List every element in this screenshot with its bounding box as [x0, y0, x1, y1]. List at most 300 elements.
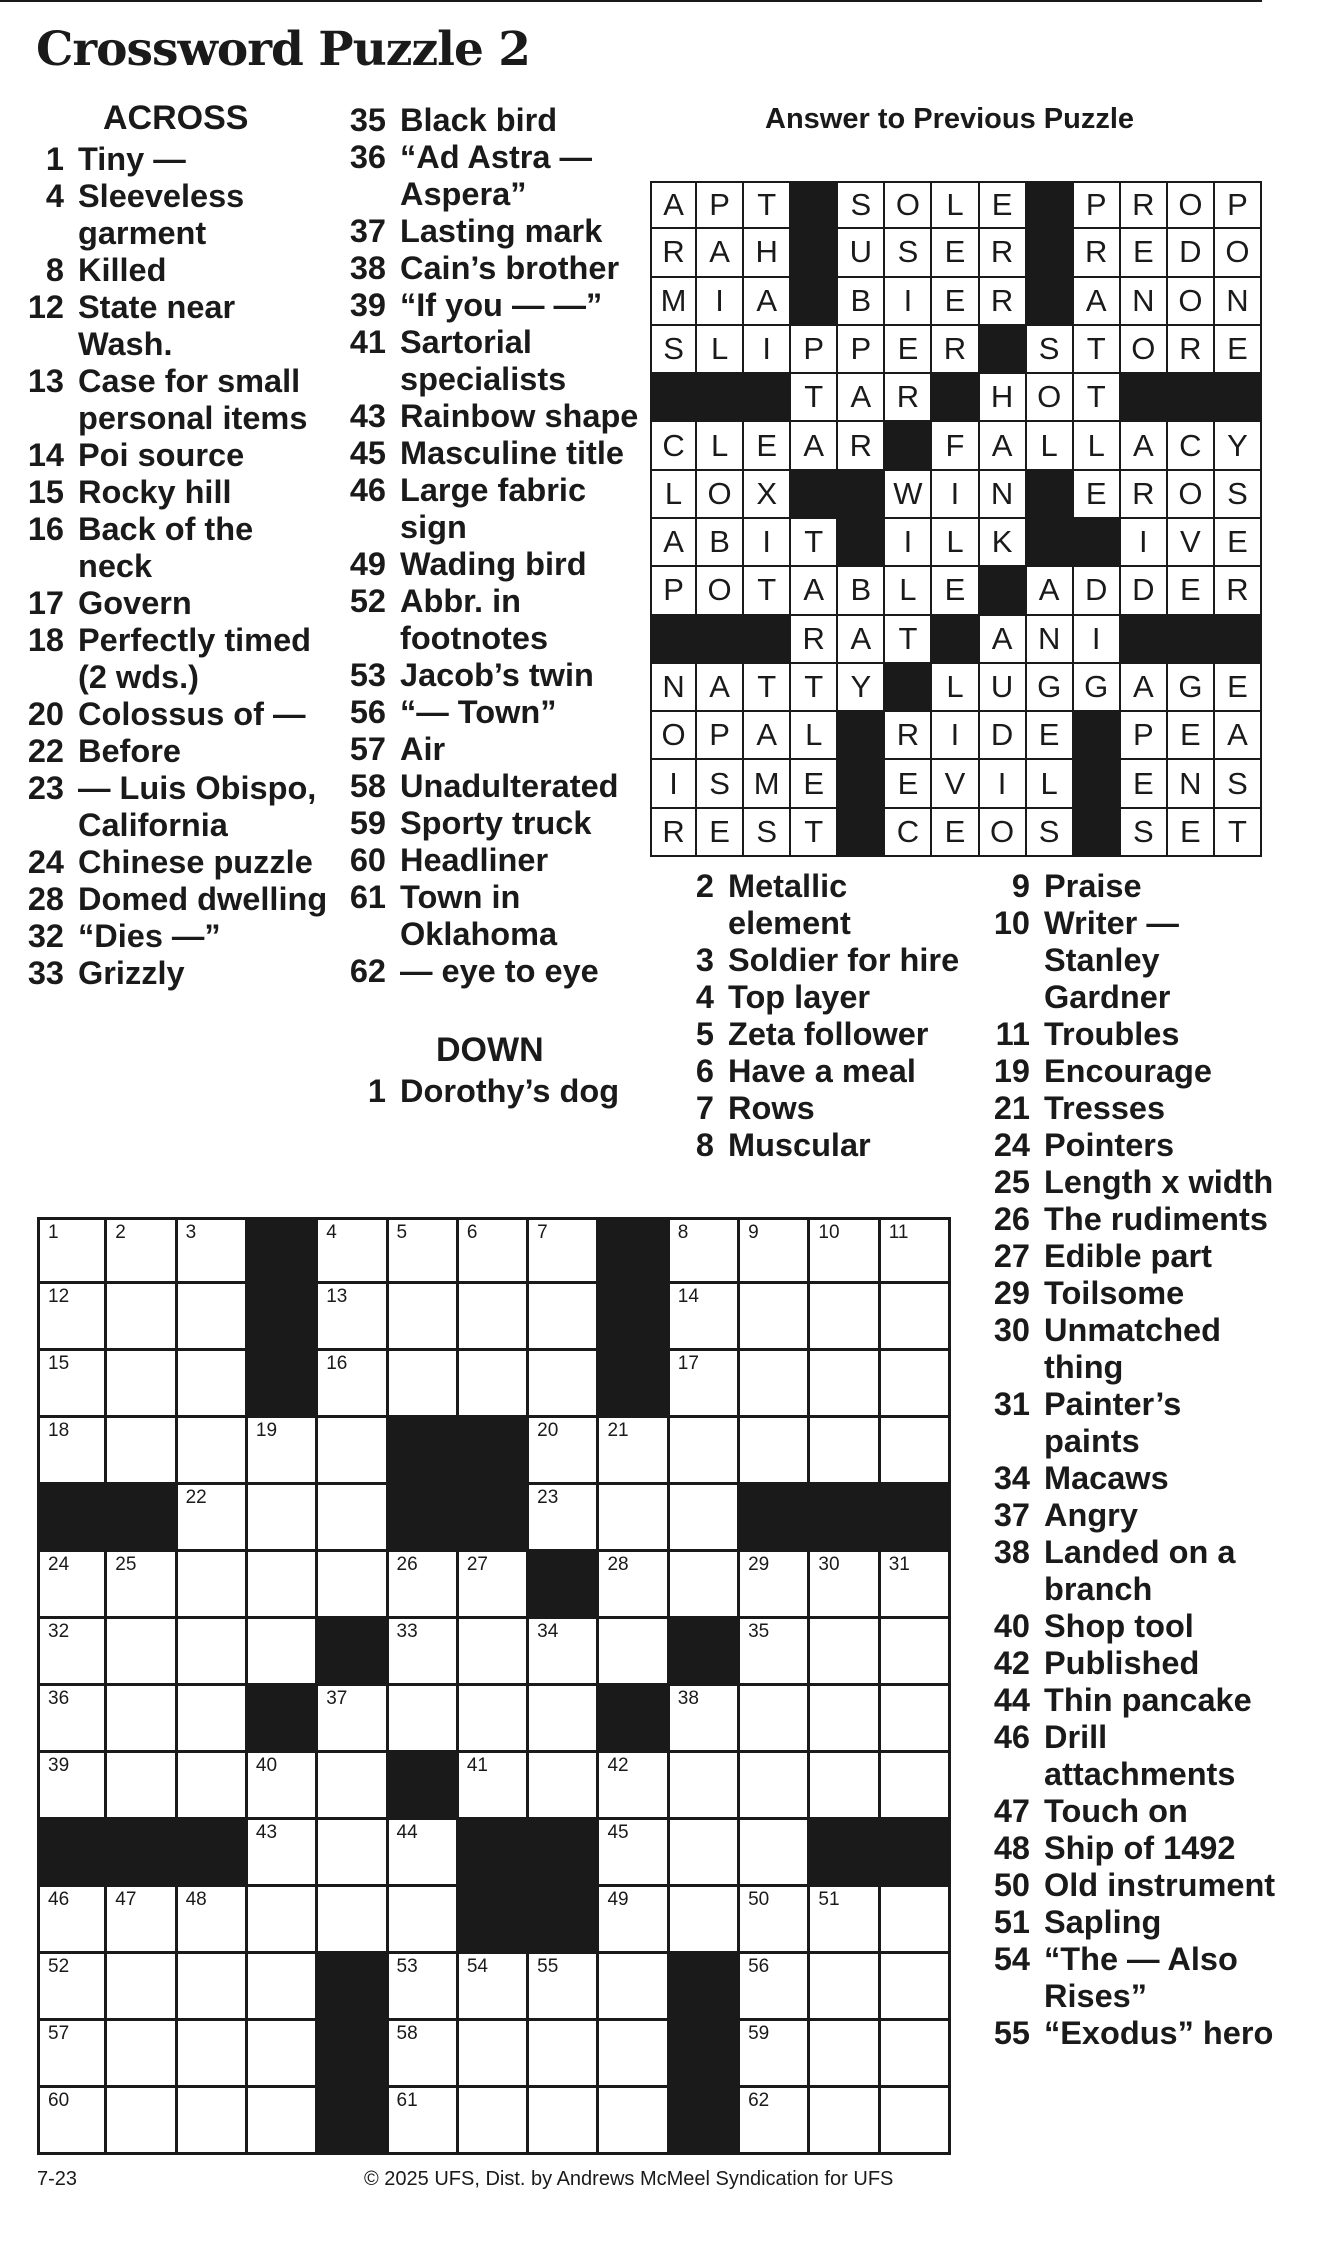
- clue-text: Sapling: [1044, 1904, 1162, 1940]
- clue-number: 16: [27, 511, 64, 548]
- cell-number: 55: [537, 1956, 559, 1977]
- clue-number: 51: [993, 1904, 1030, 1940]
- answer-cell: N: [1215, 278, 1262, 326]
- answer-cell: G: [1074, 664, 1121, 712]
- cell-number: 12: [48, 1286, 70, 1307]
- clue-item: [980, 1053, 1280, 1090]
- answer-cell: P: [791, 326, 838, 374]
- answer-cell: O: [885, 181, 932, 229]
- answer-cell: R: [791, 616, 838, 664]
- clue-number: 1: [45, 141, 64, 178]
- answer-cell: N: [650, 664, 697, 712]
- answer-cell: O: [1168, 278, 1215, 326]
- clue-item: [14, 437, 334, 474]
- clue-text: Length x width: [1044, 1164, 1274, 1200]
- answer-cell: E: [744, 422, 791, 470]
- answer-cell: S: [1027, 326, 1074, 374]
- answer-cell: I: [980, 760, 1027, 808]
- answer-cell: L: [1027, 422, 1074, 470]
- clue-item: [980, 1941, 1280, 2015]
- answer-cell: E: [980, 181, 1027, 229]
- answer-cell: R: [1168, 326, 1215, 374]
- answer-cell: R: [1121, 181, 1168, 229]
- clue-item: [664, 1016, 964, 1053]
- answer-cell: E: [1168, 712, 1215, 760]
- clue-number: 26: [993, 1201, 1030, 1237]
- answer-cell: B: [838, 278, 885, 326]
- answer-cell: R: [885, 712, 932, 760]
- clue-number: 4: [695, 979, 714, 1015]
- cell-number: 14: [677, 1286, 699, 1307]
- answer-cell: T: [791, 664, 838, 712]
- clue-number: 31: [993, 1386, 1030, 1422]
- answer-cell: R: [650, 809, 697, 857]
- clue-item: [980, 1719, 1280, 1793]
- clue-number: 53: [349, 657, 386, 693]
- answer-cell: T: [791, 374, 838, 422]
- clue-item: [980, 1830, 1280, 1867]
- across-clue-list: [14, 141, 334, 992]
- answer-cell: I: [932, 712, 979, 760]
- answer-cell: N: [1027, 616, 1074, 664]
- answer-cell: X: [744, 471, 791, 519]
- down-heading: DOWN: [436, 1031, 544, 1069]
- answer-cell: L: [932, 519, 979, 567]
- clue-text: Top layer: [728, 979, 871, 1015]
- clue-number: 24: [27, 844, 64, 881]
- clue-number: 34: [993, 1460, 1030, 1496]
- answer-cell: P: [1121, 712, 1168, 760]
- clue-item: [336, 324, 648, 398]
- answer-cell: O: [1168, 181, 1215, 229]
- clue-number: 37: [993, 1497, 1030, 1533]
- answer-cell: U: [980, 664, 1027, 712]
- cell-number: 8: [677, 1222, 689, 1243]
- cell-number: 34: [537, 1621, 559, 1642]
- footer-copyright: © 2025 UFS, Dist. by Andrews McMeel Syndication for UFS: [364, 2168, 894, 2190]
- clue-item: [980, 1793, 1280, 1830]
- clue-item: [14, 585, 334, 622]
- answer-cell: R: [932, 326, 979, 374]
- clue-text: Painter’s paints: [1044, 1386, 1182, 1459]
- grid-border: [37, 1217, 951, 2155]
- clue-text: Have a meal: [728, 1053, 916, 1089]
- clue-number: 33: [27, 955, 64, 992]
- cell-number: 43: [255, 1822, 278, 1843]
- cell-number: 57: [48, 2023, 70, 2044]
- cell-number: 24: [48, 1554, 70, 1575]
- clue-text: Town in Oklahoma: [400, 879, 558, 952]
- clue-number: 39: [349, 287, 386, 323]
- answer-cell: E: [697, 809, 744, 857]
- cell-number: 27: [466, 1554, 488, 1575]
- cell-number: 17: [677, 1353, 699, 1374]
- clue-item: [980, 1497, 1280, 1534]
- clue-number: 21: [993, 1090, 1030, 1126]
- down-column-4: [980, 868, 1280, 2052]
- answer-cell: E: [932, 278, 979, 326]
- cell-number: 3: [185, 1222, 197, 1243]
- cell-number: 35: [748, 1621, 770, 1642]
- cell-number: 28: [607, 1554, 629, 1575]
- clue-text: Published: [1044, 1645, 1200, 1681]
- clue-item: [14, 881, 334, 918]
- clue-text: Large fabric sign: [400, 472, 587, 545]
- answer-cell: I: [885, 278, 932, 326]
- clue-text: Zeta follower: [728, 1016, 929, 1052]
- clue-text: Drill attachments: [1044, 1719, 1236, 1792]
- clue-item: [980, 1201, 1280, 1238]
- clue-text: Lasting mark: [400, 213, 603, 249]
- clue-text: Colossus of —: [78, 696, 306, 733]
- answer-cell: R: [980, 278, 1027, 326]
- clue-item: [336, 657, 648, 694]
- clue-number: 41: [349, 324, 386, 360]
- answer-cell: O: [650, 712, 697, 760]
- clue-number: 25: [993, 1164, 1030, 1200]
- cell-number: 47: [115, 1889, 137, 1910]
- clue-number: 56: [349, 694, 386, 730]
- answer-cell: A: [1027, 567, 1074, 615]
- clue-text: Unadulterated: [400, 768, 619, 804]
- answer-cell: I: [650, 760, 697, 808]
- answer-cell: O: [1215, 229, 1262, 277]
- clue-item: [980, 1238, 1280, 1275]
- answer-cell: W: [885, 471, 932, 519]
- clue-text: Black bird: [400, 102, 558, 138]
- clue-item: [980, 1682, 1280, 1719]
- clue-number: 36: [349, 139, 386, 175]
- answer-cell: I: [885, 519, 932, 567]
- cell-number: 40: [255, 1755, 278, 1776]
- clue-number: 24: [993, 1127, 1030, 1163]
- answer-cell: I: [1074, 616, 1121, 664]
- clue-item: [980, 905, 1280, 1016]
- clue-text: Dorothy’s dog: [400, 1073, 620, 1110]
- cell-number: 54: [466, 1956, 488, 1977]
- page-title: Crossword Puzzle 2: [36, 22, 530, 77]
- clue-text: Toilsome: [1044, 1275, 1185, 1311]
- cell-number: 4: [326, 1222, 337, 1243]
- clue-number: 18: [27, 622, 64, 659]
- clue-item: [14, 252, 334, 289]
- answer-cell: N: [1121, 278, 1168, 326]
- clue-item: [664, 1127, 964, 1164]
- grid-border: [650, 181, 1262, 857]
- clue-item: [336, 102, 648, 139]
- answer-cell: E: [1215, 326, 1262, 374]
- cell-number: 30: [818, 1554, 840, 1575]
- clue-text: Masculine title: [400, 435, 624, 471]
- clue-number: 27: [993, 1238, 1030, 1274]
- clue-text: Wading bird: [400, 546, 587, 582]
- cell-number: 61: [396, 2090, 418, 2111]
- clue-number: 47: [993, 1793, 1030, 1829]
- clue-item: [14, 696, 334, 733]
- cell-number: 59: [748, 2023, 770, 2044]
- cell-number: 33: [396, 1621, 418, 1642]
- answer-cell: T: [1074, 326, 1121, 374]
- cell-number: 13: [326, 1286, 348, 1307]
- answer-cell: I: [932, 471, 979, 519]
- cell-number: 21: [607, 1420, 629, 1441]
- cell-number: 2: [115, 1222, 126, 1243]
- answer-cell: K: [980, 519, 1027, 567]
- answer-cell: A: [1121, 422, 1168, 470]
- clue-item: [664, 868, 964, 942]
- clue-item: [980, 1164, 1280, 1201]
- clue-item: [336, 694, 648, 731]
- clue-number: 49: [349, 546, 386, 582]
- clue-number: 14: [27, 437, 64, 474]
- answer-cell: T: [791, 809, 838, 857]
- answer-cell: H: [744, 229, 791, 277]
- cell-number: 19: [255, 1420, 278, 1441]
- clue-number: 44: [993, 1682, 1030, 1718]
- answer-cell: L: [791, 712, 838, 760]
- answer-cell: S: [650, 326, 697, 374]
- cell-number: 46: [48, 1889, 70, 1910]
- answer-cell: A: [838, 616, 885, 664]
- answer-cell: N: [1168, 760, 1215, 808]
- cell-number: 41: [466, 1755, 488, 1776]
- previous-answer-grid: [650, 181, 1262, 857]
- answer-cell: P: [838, 326, 885, 374]
- cell-number: 20: [537, 1420, 559, 1441]
- answer-cell: P: [650, 567, 697, 615]
- answer-cell: E: [1121, 760, 1168, 808]
- clue-number: 46: [993, 1719, 1030, 1755]
- clue-item: [980, 1275, 1280, 1312]
- cell-number: 50: [748, 1889, 770, 1910]
- clue-item: [14, 733, 334, 770]
- clue-number: 15: [27, 474, 64, 511]
- answer-cell: A: [980, 616, 1027, 664]
- answer-cell: P: [1074, 181, 1121, 229]
- clue-item: [14, 178, 334, 252]
- clue-item: [336, 731, 648, 768]
- clue-item: [336, 435, 648, 472]
- answer-cell: S: [885, 229, 932, 277]
- answer-cell: S: [1027, 809, 1074, 857]
- answer-cell: T: [744, 181, 791, 229]
- clue-text: Macaws: [1044, 1460, 1169, 1496]
- clue-item: [980, 1904, 1280, 1941]
- answer-cell: A: [980, 422, 1027, 470]
- clue-number: 13: [27, 363, 64, 400]
- answer-cell: G: [1027, 664, 1074, 712]
- clue-item: [14, 918, 334, 955]
- clue-item: [980, 1127, 1280, 1164]
- cell-number: 23: [537, 1487, 559, 1508]
- clue-number: 42: [993, 1645, 1030, 1681]
- clue-item: [14, 363, 334, 437]
- clue-item: [14, 141, 334, 178]
- clue-number: 54: [993, 1941, 1030, 1977]
- answer-cell: R: [650, 229, 697, 277]
- answer-cell: E: [932, 567, 979, 615]
- clue-number: 52: [349, 583, 386, 619]
- answer-cell: L: [932, 181, 979, 229]
- clue-text: Rows: [728, 1090, 815, 1126]
- cell-number: 31: [888, 1554, 910, 1575]
- clue-number: 38: [349, 250, 386, 286]
- top-rule: [0, 0, 1262, 2]
- clue-text: Abbr. in footnotes: [400, 583, 549, 656]
- answer-cell: L: [1074, 422, 1121, 470]
- answer-cell: D: [1168, 229, 1215, 277]
- cell-number: 60: [48, 2090, 70, 2111]
- clue-item: [336, 879, 648, 953]
- answer-cell: G: [1168, 664, 1215, 712]
- clue-item: [336, 805, 648, 842]
- cell-number: 18: [48, 1420, 70, 1441]
- answer-cell: U: [838, 229, 885, 277]
- answer-cell: E: [885, 760, 932, 808]
- answer-cell: R: [1215, 567, 1262, 615]
- clue-text: Tresses: [1044, 1090, 1166, 1126]
- answer-cell: I: [744, 519, 791, 567]
- clue-text: “Dies —”: [78, 918, 221, 955]
- cell-number: 10: [818, 1222, 840, 1243]
- answer-cell: A: [1074, 278, 1121, 326]
- cell-number: 58: [396, 2023, 418, 2044]
- answer-cell: O: [1121, 326, 1168, 374]
- clue-item: [980, 2015, 1280, 2052]
- answer-cell: E: [932, 809, 979, 857]
- answer-cell: A: [697, 664, 744, 712]
- clue-number: 58: [349, 768, 386, 804]
- answer-cell: T: [744, 664, 791, 712]
- cell-number: 36: [48, 1688, 70, 1709]
- answer-cell: D: [1074, 567, 1121, 615]
- clue-text: — eye to eye: [400, 953, 599, 989]
- answer-cell: A: [744, 278, 791, 326]
- clue-number: 28: [27, 881, 64, 918]
- previous-answer-heading: Answer to Previous Puzzle: [765, 103, 1135, 135]
- answer-cell: L: [1027, 760, 1074, 808]
- answer-cell: A: [1121, 664, 1168, 712]
- answer-cell: S: [697, 760, 744, 808]
- clue-number: 5: [695, 1016, 714, 1052]
- clue-number: 29: [993, 1275, 1030, 1311]
- clue-item: [336, 139, 648, 213]
- clue-number: 4: [45, 178, 64, 215]
- clue-text: Tiny —: [78, 141, 186, 178]
- clue-item: [14, 844, 334, 881]
- answer-cell: A: [791, 567, 838, 615]
- across-column-2: [336, 102, 648, 1110]
- answer-cell: P: [1215, 181, 1262, 229]
- clue-item: [980, 1645, 1280, 1682]
- clue-item: [336, 1073, 648, 1110]
- answer-cell: Y: [838, 664, 885, 712]
- clue-text: Rainbow shape: [400, 398, 639, 434]
- clue-number: 2: [695, 868, 714, 904]
- clue-text: Writer — Stanley Gardner: [1044, 905, 1179, 1015]
- clue-text: “If you — —”: [400, 287, 603, 323]
- clue-item: [664, 1090, 964, 1127]
- down-clue-list: [336, 1073, 648, 1110]
- answer-cell: A: [650, 181, 697, 229]
- clue-number: 43: [349, 398, 386, 434]
- clue-number: 17: [27, 585, 64, 622]
- answer-cell: V: [1168, 519, 1215, 567]
- clue-item: [14, 289, 334, 363]
- clue-item: [336, 842, 648, 879]
- cell-number: 9: [748, 1222, 759, 1243]
- answer-cell: V: [932, 760, 979, 808]
- down-clue-list-continued-2: [980, 868, 1280, 2052]
- clue-item: [336, 472, 648, 546]
- answer-cell: H: [980, 374, 1027, 422]
- clue-number: 7: [695, 1090, 714, 1126]
- clue-number: 40: [993, 1608, 1030, 1644]
- cell-number: 32: [48, 1621, 70, 1642]
- clue-text: Old instrument: [1044, 1867, 1276, 1903]
- clue-item: [980, 1312, 1280, 1386]
- clue-number: 38: [993, 1534, 1030, 1570]
- clue-text: Sporty truck: [400, 805, 592, 841]
- clue-text: Unmatched thing: [1044, 1312, 1221, 1385]
- answer-cell: A: [650, 519, 697, 567]
- clue-text: Muscular: [728, 1127, 871, 1163]
- answer-cell: E: [885, 326, 932, 374]
- clue-item: [980, 1016, 1280, 1053]
- cell-number: 62: [748, 2090, 770, 2111]
- down-column-3: [664, 868, 964, 1164]
- clue-text: Angry: [1044, 1497, 1138, 1533]
- clue-text: State near Wash.: [78, 289, 236, 363]
- clue-text: Rocky hill: [78, 474, 232, 511]
- clue-number: 61: [349, 879, 386, 915]
- answer-cell: I: [1121, 519, 1168, 567]
- clue-text: Jacob’s twin: [400, 657, 594, 693]
- clue-item: [336, 287, 648, 324]
- clue-item: [14, 622, 334, 696]
- clue-number: 62: [349, 953, 386, 989]
- answer-cell: L: [697, 422, 744, 470]
- clue-item: [980, 1867, 1280, 1904]
- answer-cell: N: [980, 471, 1027, 519]
- clue-number: 57: [349, 731, 386, 767]
- clue-number: 11: [995, 1016, 1030, 1052]
- cell-number: 26: [396, 1554, 418, 1575]
- answer-cell: A: [744, 712, 791, 760]
- clue-text: Poi source: [78, 437, 245, 474]
- clue-item: [336, 213, 648, 250]
- clue-text: Sleeveless garment: [78, 178, 245, 252]
- clue-number: 50: [993, 1867, 1030, 1903]
- cell-number: 25: [115, 1554, 137, 1575]
- clue-number: 46: [349, 472, 386, 508]
- cell-number: 1: [48, 1222, 59, 1243]
- clue-text: Killed: [78, 252, 167, 289]
- answer-cell: S: [1215, 760, 1262, 808]
- answer-cell: B: [697, 519, 744, 567]
- answer-cell: A: [697, 229, 744, 277]
- cell-number: 48: [185, 1889, 207, 1910]
- answer-cell: T: [744, 567, 791, 615]
- clue-item: [14, 955, 334, 992]
- answer-cell: A: [1215, 712, 1262, 760]
- clue-text: Metallic element: [728, 868, 851, 941]
- answer-cell: C: [650, 422, 697, 470]
- answer-cell: P: [697, 712, 744, 760]
- answer-cell: F: [932, 422, 979, 470]
- answer-cell: T: [791, 519, 838, 567]
- clue-number: 1: [367, 1073, 386, 1110]
